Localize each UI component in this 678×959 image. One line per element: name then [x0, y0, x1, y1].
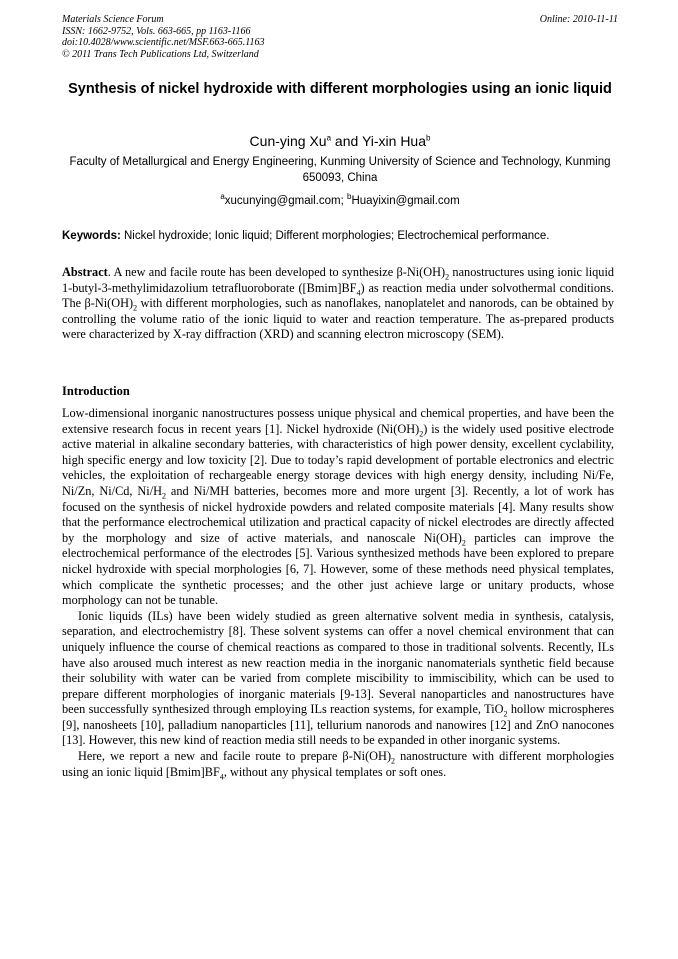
- journal-header: [62, 14, 618, 60]
- abstract-sub: 2: [133, 303, 138, 313]
- intro-text: ) is the widely used positive electrode active material in alkaline secondary batteries, with characteristics of high power density, excellent cyclability, high specific energy and low toxicity [2]. Due to today’s rapid development of portable electronics and electric vehicles, the exploitation of rechargeable energy storage devices with high energy density, including Ni/Fe, Ni/Zn, Ni/Cd, Ni/H: [62, 421, 614, 498]
- abstract-text: . A new and facile route has been developed to synthesize β-Ni(OH): [107, 265, 446, 279]
- email-a-mark: a: [220, 192, 225, 202]
- abstract-sub: 2: [445, 272, 450, 282]
- intro-text: Ionic liquids (ILs) have been widely studied as green alternative solvent media in synthesis, catalysis, separation, and electrochemistry [8]. These solvent systems can offer a novel chemical environment that can uniquely influence the course of chemical reactions as compared to those in traditional solvents. Recently, ILs have also aroused much interest as new reaction media in the inorganic nanomaterials synthetic field because their solubility with water can be varied from complete miscibility to immiscibility, which can be used to prepare different morphologies of inorganic materials [9-13]. Several nanoparticles and nanostructures have been successfully synthesized through employing ILs reaction systems, for example, TiO: [62, 608, 614, 717]
- copyright-line: © 2011 Trans Tech Publications Ltd, Switzerland: [62, 48, 259, 60]
- doi-line: doi:10.4028/www.scientific.net/MSF.663-665.1163: [62, 37, 265, 48]
- intro-text: , without any physical templates or soft ones.: [223, 764, 447, 779]
- abstract-label: Abstract: [62, 265, 108, 279]
- paper-title: Synthesis of nickel hydroxide with different morphologies using an ionic liquid: [68, 81, 612, 97]
- author-1: Cun-ying Xu: [249, 133, 327, 149]
- intro-text: nanostructure with different morphologies using an ionic liquid [Bmim]BF: [62, 749, 614, 779]
- affiliation: Faculty of Metallurgical and Energy Engineering, Kunming University of Science and Technology, Kunming 650093, China: [69, 156, 611, 184]
- author-conjunction: and: [331, 133, 362, 149]
- email-b: Huayixin@gmail.com: [351, 195, 460, 207]
- author-2-mark: b: [426, 133, 431, 143]
- intro-sub: 2: [162, 491, 167, 501]
- intro-text: Here, we report a new and facile route to prepare β-Ni(OH): [78, 749, 392, 764]
- author-1-mark: a: [326, 133, 332, 143]
- author-2: Yi-xin Hua: [361, 133, 426, 149]
- keywords-text: Nickel hydroxide; Ionic liquid; Different morphologies; Electrochemical performance.: [120, 230, 550, 242]
- intro-text: Low-dimensional inorganic nanostructures possess unique physical and chemical properties, and have been the extensive research focus in recent years [1]. Nickel hydroxide (Ni(OH): [62, 406, 614, 436]
- intro-sub: 2: [391, 756, 396, 766]
- intro-text: hollow microspheres [9], nanosheets [10], palladium nanoparticles [11], tellurium nanorods and nanowires [12] and ZnO nanocones [13]. However, this new kind of reaction media still needs to be expanded in other inorganic systems.: [62, 702, 615, 748]
- intro-paragraph-3: [62, 749, 614, 780]
- section-heading-introduction: Introduction: [62, 384, 130, 398]
- abstract-text: with different morphologies, such as nanoflakes, nanoplatelet and nanorods, can be obtained by controlling the volume ratio of the ionic liquid to water and reaction temperature. The as-prepared products were characterized by X-ray diffraction (XRD) and scanning electron microscopy (SEM).: [62, 296, 614, 342]
- intro-text: and Ni/MH batteries, becomes more and more urgent [3]. Recently, a lot of work has focused on the synthesis of nickel hydroxide powders and related composite materials [4]. Many results show that the performance electrochemical utilization and practical capacity of nickel electrodes are directly affected by the morphology and size of active materials, and nanoscale Ni(OH): [62, 483, 614, 545]
- intro-text: particles can improve the electrochemical performance of the electrodes [5]. Various synthesized methods have been explored to prepare nickel hydroxide with special morphologies [6, 7]. However, some of these methods need physical templates, which complicate the synthetic processes; and the other just achieve large or unitary products, whose morphology can not be tunable.: [62, 530, 614, 608]
- intro-paragraph-2: [62, 609, 614, 749]
- online-date: Online: 2010-11-11: [539, 14, 618, 25]
- keywords: [62, 229, 618, 244]
- email-line: [62, 194, 618, 209]
- abstract: [62, 265, 614, 343]
- abstract-sub: 4: [356, 288, 361, 298]
- intro-sub: 2: [419, 429, 424, 439]
- keywords-label: Keywords:: [62, 230, 121, 242]
- abstract-text: ) as reaction media under solvothermal conditions. The β-Ni(OH): [62, 280, 614, 311]
- intro-sub: 4: [219, 772, 224, 782]
- intro-sub: 2: [503, 709, 508, 719]
- intro-sub: 2: [461, 538, 466, 548]
- author-line: [62, 132, 618, 150]
- abstract-text: nanostructures using ionic liquid 1-butyl-3-methylimidazolium tetrafluoroborate ([Bmim]BF: [62, 265, 615, 295]
- email-separator: ;: [340, 195, 348, 207]
- intro-paragraph-1: [62, 406, 614, 609]
- issn-line: ISSN: 1662-9752, Vols. 663-665, pp 1163-1166: [62, 25, 251, 37]
- email-b-mark: b: [347, 192, 352, 202]
- introduction-body: [62, 406, 614, 780]
- journal-name: Materials Science Forum: [62, 14, 164, 25]
- email-a: xucunying@gmail.com: [224, 195, 341, 207]
